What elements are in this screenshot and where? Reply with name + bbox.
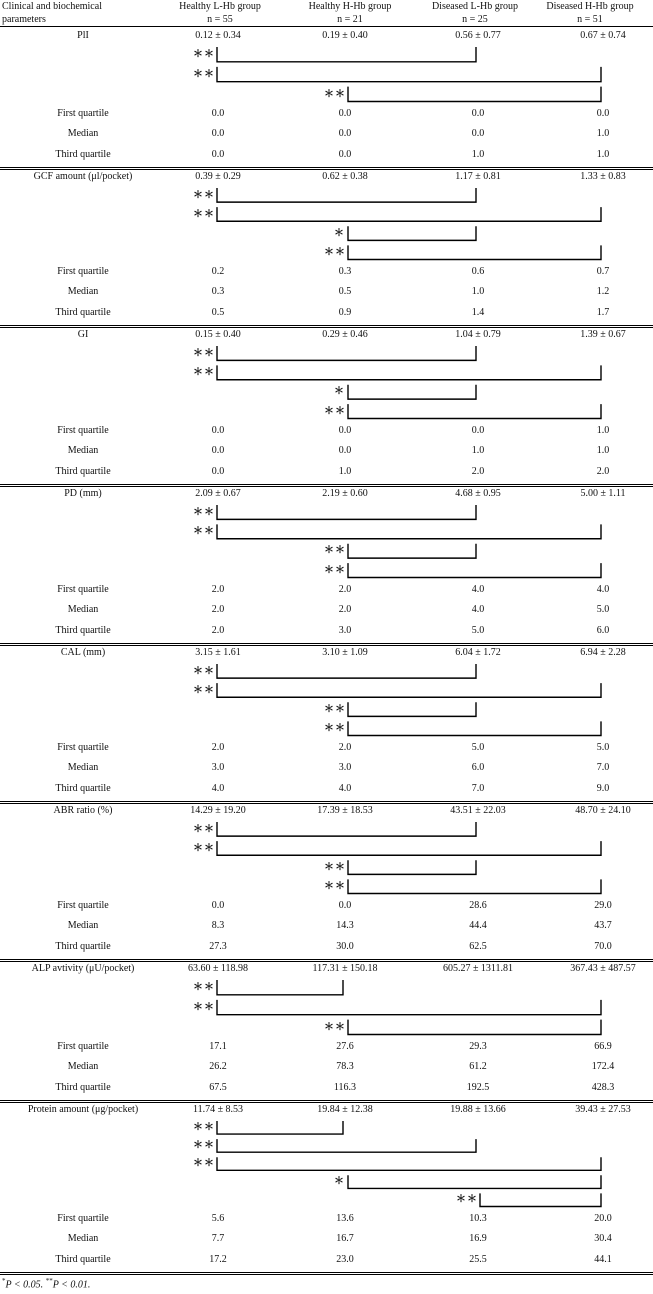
- quartile-value: 0.0: [338, 445, 352, 456]
- quartile-value: 0.0: [471, 128, 485, 139]
- quartile-value: 1.2: [596, 286, 610, 297]
- quartile-value: 1.0: [596, 148, 610, 160]
- quartile-value: 43.7: [594, 920, 612, 931]
- significance-mark: ＊＊: [324, 405, 346, 417]
- quartile-value: 29.3: [469, 1040, 487, 1052]
- mean-sd-value: 6.94 ± 2.28: [580, 647, 626, 658]
- significance-mark: ＊: [334, 1176, 345, 1188]
- significance-mark: ＊＊: [456, 1194, 478, 1206]
- quartile-value: 2.0: [211, 741, 225, 753]
- quartile-value: 7.0: [596, 762, 610, 773]
- significance-mark: ＊＊: [193, 1122, 215, 1134]
- quartile-value: 30.4: [594, 1233, 612, 1244]
- mean-sd-value: 0.12 ± 0.34: [195, 30, 241, 41]
- quartile-value: 1.0: [596, 128, 610, 139]
- quartile-value: 4.0: [211, 782, 225, 794]
- quartile-label: Median: [67, 1061, 99, 1072]
- mean-sd-value: 63.60 ± 118.98: [187, 963, 249, 974]
- quartile-value: 0.0: [211, 107, 225, 119]
- quartile-value: 5.0: [471, 741, 485, 753]
- significance-mark: ＊＊: [324, 1021, 346, 1033]
- quartile-value: 0.5: [338, 286, 352, 297]
- quartile-value: 29.0: [594, 899, 612, 911]
- mean-sd-value: 0.56 ± 0.77: [455, 30, 501, 41]
- quartile-value: 3.0: [338, 762, 352, 773]
- quartile-label: First quartile: [57, 424, 109, 436]
- quartile-value: 4.0: [471, 604, 485, 615]
- quartile-value: 2.0: [338, 741, 352, 753]
- quartile-label: First quartile: [57, 741, 109, 753]
- significance-mark: ＊＊: [324, 564, 346, 576]
- mean-sd-value: 19.84 ± 12.38: [317, 1104, 373, 1115]
- quartile-value: 1.4: [471, 306, 485, 318]
- param-label: ABR ratio (%): [53, 805, 113, 816]
- quartile-value: 23.0: [336, 1253, 354, 1265]
- quartile-value: 2.0: [211, 624, 225, 636]
- quartile-value: 62.5: [469, 940, 487, 952]
- significance-mark: ＊＊: [193, 208, 215, 220]
- significance-mark: ＊＊: [324, 880, 346, 892]
- mean-sd-value: 0.39 ± 0.29: [195, 171, 241, 182]
- quartile-label: First quartile: [57, 899, 109, 911]
- quartile-label: Third quartile: [55, 1081, 111, 1093]
- param-label: PD (mm): [64, 488, 102, 499]
- significance-mark: ＊＊: [193, 665, 215, 677]
- quartile-label: Third quartile: [55, 782, 111, 794]
- mean-sd-value: 605.27 ± 1311.81: [442, 963, 514, 974]
- significance-mark: ＊＊: [193, 981, 215, 993]
- mean-sd-value: 1.33 ± 0.83: [580, 171, 626, 182]
- significance-mark: ＊＊: [324, 246, 346, 258]
- significance-mark: ＊: [334, 386, 345, 398]
- quartile-value: 172.4: [591, 1061, 615, 1072]
- mean-sd-value: 5.00 ± 1.11: [580, 488, 626, 499]
- mean-sd-value: 1.04 ± 0.79: [455, 329, 501, 340]
- mean-sd-value: 3.10 ± 1.09: [322, 647, 368, 658]
- quartile-label: Third quartile: [55, 465, 111, 477]
- quartile-value: 0.7: [596, 265, 610, 277]
- quartile-value: 17.1: [209, 1040, 227, 1052]
- quartile-value: 67.5: [209, 1081, 227, 1093]
- quartile-value: 6.0: [471, 762, 485, 773]
- quartile-value: 428.3: [591, 1081, 615, 1093]
- quartile-label: First quartile: [57, 583, 109, 595]
- param-header: Clinical and biochemical parameters: [2, 1, 102, 25]
- param-label: GCF amount (μl/pocket): [33, 171, 133, 182]
- param-label: ALP avtivity (μU/pocket): [31, 963, 135, 974]
- mean-sd-value: 6.04 ± 1.72: [455, 647, 501, 658]
- significance-mark: ＊＊: [193, 1158, 215, 1170]
- mean-sd-value: 48.70 ± 24.10: [575, 805, 631, 816]
- quartile-value: 13.6: [336, 1212, 354, 1224]
- quartile-value: 0.0: [211, 424, 225, 436]
- quartile-value: 0.0: [338, 899, 352, 911]
- quartile-value: 27.6: [336, 1040, 354, 1052]
- quartile-value: 17.2: [209, 1253, 227, 1265]
- mean-sd-value: 3.15 ± 1.61: [195, 647, 241, 658]
- quartile-value: 192.5: [466, 1081, 490, 1093]
- quartile-label: Median: [67, 762, 99, 773]
- group-header-3: Diseased L-Hb group n = 25: [431, 1, 519, 25]
- quartile-value: 26.2: [209, 1061, 227, 1072]
- quartile-value: 1.0: [596, 445, 610, 456]
- quartile-label: Third quartile: [55, 148, 111, 160]
- significance-mark: ＊: [334, 227, 345, 239]
- quartile-value: 0.0: [211, 148, 225, 160]
- quartile-value: 0.0: [338, 148, 352, 160]
- quartile-value: 61.2: [469, 1061, 487, 1072]
- significance-mark: ＊＊: [193, 68, 215, 80]
- quartile-label: Median: [67, 604, 99, 615]
- quartile-value: 0.0: [211, 899, 225, 911]
- quartile-value: 30.0: [336, 940, 354, 952]
- quartile-value: 0.0: [211, 128, 225, 139]
- mean-sd-value: 0.62 ± 0.38: [322, 171, 368, 182]
- quartile-label: Median: [67, 128, 99, 139]
- quartile-value: 14.3: [336, 920, 354, 931]
- significance-mark: ＊＊: [193, 823, 215, 835]
- significance-mark: ＊＊: [324, 722, 346, 734]
- quartile-label: Third quartile: [55, 940, 111, 952]
- quartile-value: 16.7: [336, 1233, 354, 1244]
- quartile-value: 0.9: [338, 306, 352, 318]
- quartile-value: 70.0: [594, 940, 612, 952]
- quartile-value: 0.0: [338, 424, 352, 436]
- quartile-label: Median: [67, 286, 99, 297]
- quartile-value: 0.0: [211, 445, 225, 456]
- quartile-value: 0.0: [338, 107, 352, 119]
- quartile-value: 0.0: [596, 107, 610, 119]
- significance-mark: ＊＊: [193, 48, 215, 60]
- footnote: *P < 0.05. **P < 0.01.: [2, 1277, 91, 1291]
- significance-mark: ＊＊: [193, 684, 215, 696]
- quartile-value: 66.9: [594, 1040, 612, 1052]
- quartile-value: 5.0: [471, 624, 485, 636]
- mean-sd-value: 0.19 ± 0.40: [322, 30, 368, 41]
- significance-mark: ＊＊: [324, 545, 346, 557]
- quartile-value: 0.3: [338, 265, 352, 277]
- quartile-value: 0.0: [338, 128, 352, 139]
- mean-sd-value: 0.67 ± 0.74: [580, 30, 626, 41]
- quartile-value: 0.6: [471, 265, 485, 277]
- group-header-1: Healthy L-Hb group n = 55: [179, 1, 261, 25]
- quartile-value: 5.0: [596, 604, 610, 615]
- mean-sd-value: 43.51 ± 22.03: [450, 805, 506, 816]
- mean-sd-value: 2.09 ± 0.67: [195, 488, 241, 499]
- quartile-label: First quartile: [57, 1212, 109, 1224]
- quartile-value: 16.9: [469, 1233, 487, 1244]
- quartile-value: 0.0: [211, 465, 225, 477]
- param-label: CAL (mm): [60, 647, 106, 658]
- group-header-2: Healthy H-Hb group n = 21: [308, 1, 392, 25]
- quartile-value: 0.5: [211, 306, 225, 318]
- quartile-value: 1.0: [338, 465, 352, 477]
- quartile-value: 4.0: [471, 583, 485, 595]
- quartile-value: 7.0: [471, 782, 485, 794]
- mean-sd-value: 4.68 ± 0.95: [455, 488, 501, 499]
- quartile-value: 2.0: [596, 465, 610, 477]
- quartile-value: 1.0: [471, 286, 485, 297]
- quartile-value: 6.0: [596, 624, 610, 636]
- quartile-value: 1.0: [596, 424, 610, 436]
- quartile-value: 2.0: [338, 604, 352, 615]
- quartile-value: 2.0: [211, 604, 225, 615]
- mean-sd-value: 117.31 ± 150.18: [312, 963, 378, 974]
- quartile-label: First quartile: [57, 107, 109, 119]
- group-header-4: Diseased H-Hb group n = 51: [546, 1, 634, 25]
- significance-mark: ＊＊: [193, 526, 215, 538]
- mean-sd-value: 2.19 ± 0.60: [322, 488, 368, 499]
- significance-mark: ＊＊: [193, 189, 215, 201]
- quartile-label: Median: [67, 1233, 99, 1244]
- significance-mark: ＊＊: [193, 1140, 215, 1152]
- quartile-value: 10.3: [469, 1212, 487, 1224]
- quartile-value: 0.0: [471, 424, 485, 436]
- quartile-value: 5.6: [211, 1212, 225, 1224]
- significance-mark: ＊＊: [324, 861, 346, 873]
- quartile-value: 0.3: [211, 286, 225, 297]
- quartile-value: 1.7: [596, 306, 610, 318]
- quartile-label: Third quartile: [55, 624, 111, 636]
- mean-sd-value: 39.43 ± 27.53: [575, 1104, 631, 1115]
- quartile-value: 78.3: [336, 1061, 354, 1072]
- significance-mark: ＊＊: [193, 842, 215, 854]
- significance-mark: ＊＊: [193, 367, 215, 379]
- quartile-value: 0.2: [211, 265, 225, 277]
- quartile-value: 25.5: [469, 1253, 487, 1265]
- section-separator: [0, 1272, 653, 1273]
- quartile-value: 5.0: [596, 741, 610, 753]
- significance-mark: ＊＊: [193, 347, 215, 359]
- significance-mark: ＊＊: [193, 1001, 215, 1013]
- mean-sd-value: 17.39 ± 18.53: [317, 805, 373, 816]
- quartile-value: 28.6: [469, 899, 487, 911]
- quartile-value: 7.7: [211, 1233, 225, 1244]
- param-label: PlI: [77, 30, 89, 41]
- mean-sd-value: 367.43 ± 487.57: [570, 963, 636, 974]
- mean-sd-value: 1.17 ± 0.81: [455, 171, 501, 182]
- significance-mark: ＊＊: [324, 703, 346, 715]
- quartile-value: 2.0: [338, 583, 352, 595]
- mean-sd-value: 11.74 ± 8.53: [192, 1104, 244, 1115]
- mean-sd-value: 0.29 ± 0.46: [322, 329, 368, 340]
- quartile-value: 8.3: [211, 920, 225, 931]
- quartile-label: Median: [67, 445, 99, 456]
- quartile-value: 0.0: [471, 107, 485, 119]
- mean-sd-value: 1.39 ± 0.67: [580, 329, 626, 340]
- quartile-value: 44.4: [469, 920, 487, 931]
- significance-mark: ＊＊: [193, 506, 215, 518]
- quartile-value: 27.3: [209, 940, 227, 952]
- param-label: Protein amount (μg/pocket): [27, 1104, 139, 1115]
- quartile-value: 2.0: [471, 465, 485, 477]
- quartile-label: Median: [67, 920, 99, 931]
- quartile-label: First quartile: [57, 1040, 109, 1052]
- quartile-value: 3.0: [338, 624, 352, 636]
- quartile-value: 2.0: [211, 583, 225, 595]
- quartile-value: 9.0: [596, 782, 610, 794]
- param-label: GI: [77, 329, 89, 340]
- quartile-value: 116.3: [333, 1081, 357, 1093]
- quartile-value: 20.0: [594, 1212, 612, 1224]
- quartile-label: First quartile: [57, 265, 109, 277]
- quartile-label: Third quartile: [55, 1253, 111, 1265]
- quartile-label: Third quartile: [55, 306, 111, 318]
- quartile-value: 44.1: [594, 1253, 612, 1265]
- quartile-value: 4.0: [338, 782, 352, 794]
- mean-sd-value: 14.29 ± 19.20: [190, 805, 246, 816]
- section-separator: [0, 1274, 653, 1275]
- quartile-value: 4.0: [596, 583, 610, 595]
- quartile-value: 3.0: [211, 762, 225, 773]
- significance-mark: ＊＊: [324, 88, 346, 100]
- quartile-value: 1.0: [471, 148, 485, 160]
- mean-sd-value: 19.88 ± 13.66: [450, 1104, 506, 1115]
- quartile-value: 1.0: [471, 445, 485, 456]
- mean-sd-value: 0.15 ± 0.40: [195, 329, 241, 340]
